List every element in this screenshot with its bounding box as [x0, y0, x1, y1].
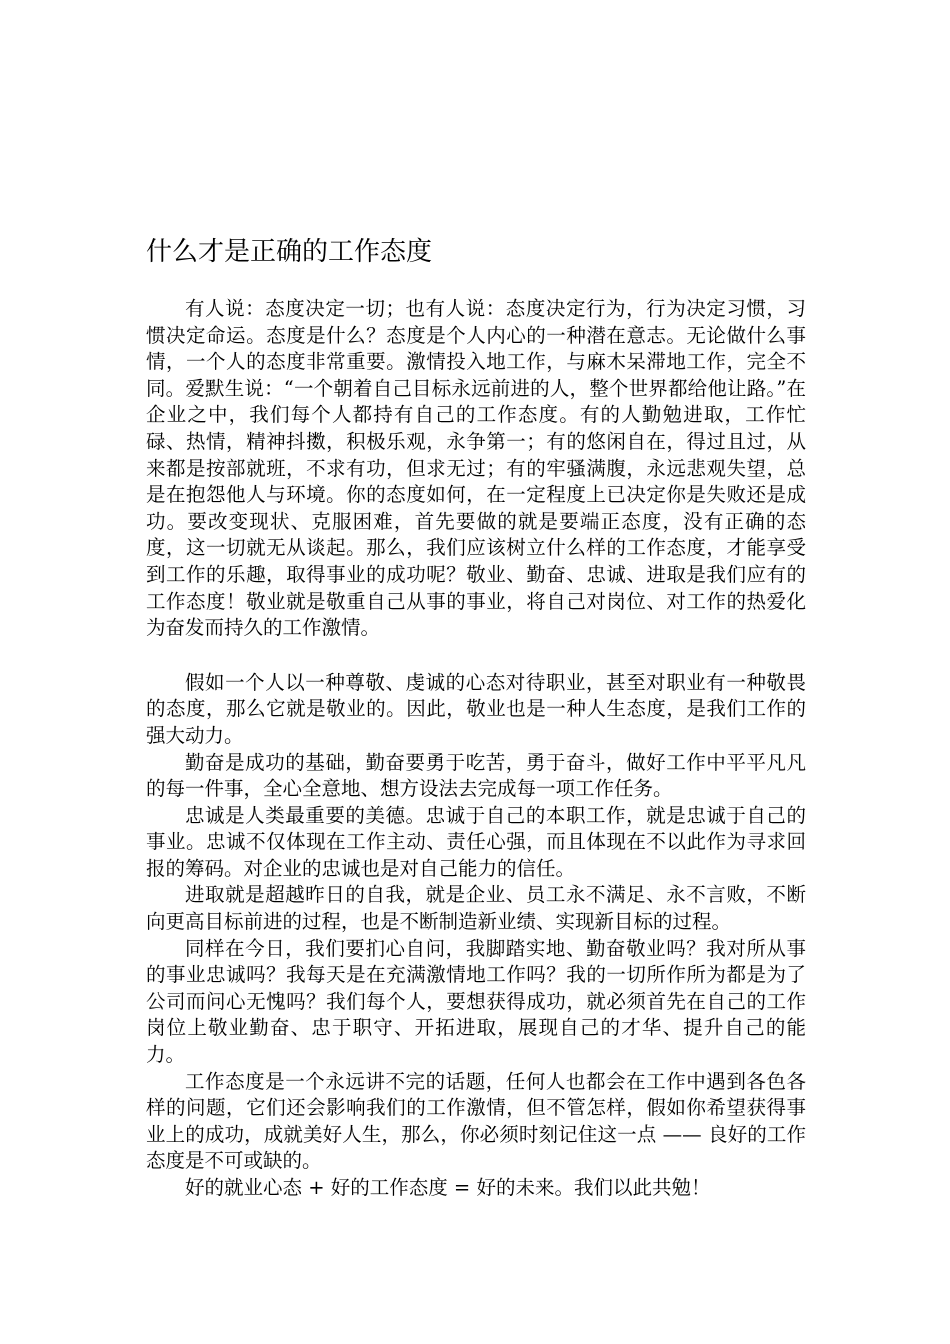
paragraph-loyalty: 忠诚是人类最重要的美德。忠诚于自己的本职工作，就是忠诚于自己的事业。忠诚不仅体现在工作主动、责任心强，而且体现在不以此作为寻求回报的筹码。对企业的忠诚也是对自己能力的信任。 [146, 803, 806, 880]
paragraph-closing: 好的就业心态 + 好的工作态度 = 好的未来。我们以此共勉！ [185, 1176, 711, 1199]
paragraph-self-reflection: 同样在今日，我们要扪心自问，我脚踏实地、勤奋敬业吗？我对所从事的事业忠诚吗？我每天是在充满激情地工作吗？我的一切所作所为都是为了公司而问心无愧吗？我们每个人，要想获得成功，就必须首先在自己的工作岗位上敬业勤奋、忠于职守、开拓进取，展现自己的才华、提升自己的能力。 [146, 936, 806, 1067]
document-body [146, 296, 806, 1202]
paragraph-attitude-topic: 工作态度是一个永远讲不完的话题，任何人也都会在工作中遇到各色各样的问题，它们还会影响我们的工作激情，但不管怎样，假如你希望获得事业上的成功，成就美好人生，那么，你必须时刻记住这一点 —— 良好的工作态度是不可或缺的。 [146, 1069, 806, 1173]
paragraph-progress: 进取就是超越昨日的自我，就是企业、员工永不满足、永不言败，不断向更高目标前进的过程，也是不断制造新业绩、实现新目标的过程。 [146, 883, 806, 934]
paragraph-diligence: 勤奋是成功的基础，勤奋要勇于吃苦，勇于奋斗，做好工作中平平凡凡的每一件事，全心全意地、想方设法去完成每一项工作任务。 [146, 750, 806, 801]
document-title: 什么才是正确的工作态度 [146, 237, 433, 267]
paragraph-dedication: 假如一个人以一种尊敬、虔诚的心态对待职业，甚至对职业有一种敬畏的态度，那么它就是敬业的。因此，敬业也是一种人生态度，是我们工作的强大动力。 [146, 670, 806, 747]
paragraph-intro: 有人说：态度决定一切；也有人说：态度决定行为，行为决定习惯，习惯决定命运。态度是什么？态度是个人内心的一种潜在意志。无论做什么事情，一个人的态度非常重要。激情投入地工作，与麻木呆滞地工作，完全不同。爱默生说：“一个朝着自己目标永远前进的人，整个世界都给他让路。”在企业之中，我们每个人都持有自己的工作态度。有的人勤勉进取，工作忙碌、热情，精神抖擞，积极乐观，永争第一；有的悠闲自在，得过且过，从来都是按部就班，不求有功，但求无过；有的牢骚满腹，永远悲观失望，总是在抱怨他人与环境。你的态度如何，在一定程度上已决定你是失败还是成功。要改变现状、克服困难，首先要做的就是要端正态度，没有正确的态度，这一切就无从谈起。那么，我们应该树立什么样的工作态度，才能享受到工作的乐趣，取得事业的成功呢？敬业、勤奋、忠诚、进取是我们应有的工作态度！敬业就是敬重自己从事的事业，将自己对岗位、对工作的热爱化为奋发而持久的工作激情。 [146, 297, 806, 640]
